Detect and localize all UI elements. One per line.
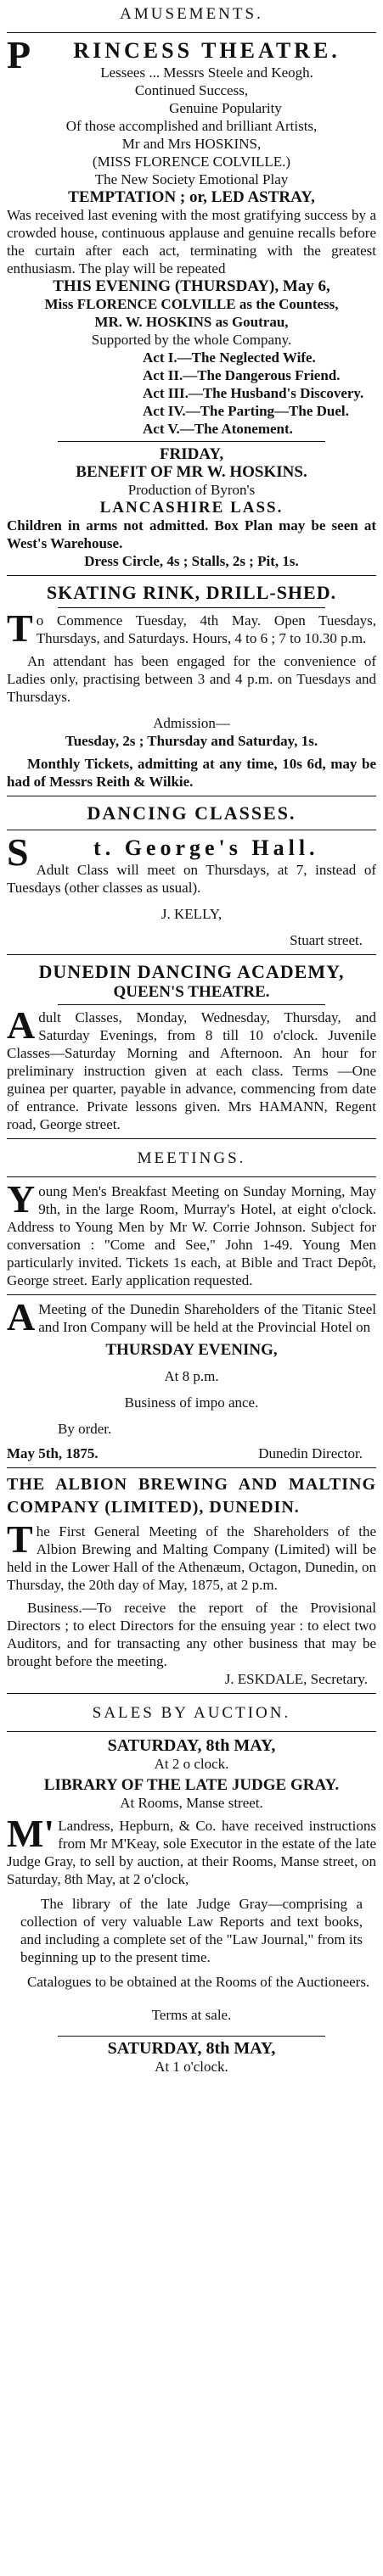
ad-heading: DUNEDIN DANCING ACADEMY,	[38, 961, 345, 982]
divider	[7, 1693, 376, 1694]
text-line: TEMPTATION ; or, LED ASTRAY,	[68, 188, 315, 206]
ad-heading: DANCING CLASSES.	[87, 802, 296, 824]
paragraph: Young Men's Breakfast Meeting on Sunday Morning, May 9th, in the large Room, Murray's Hotel, at eight o'clock. Address to Young Men by Mr W. Corrie Johnson. Subject for conversation : "Come and See," John 1-49. Young Men particularly invited. Tickets 1s each, at Bible and Tract Depôt, George street. Early application requested.	[7, 1177, 376, 1288]
text-line: J. ESKDALE, Secretary.	[224, 1671, 368, 1687]
meeting-date: May 5th, 1875.	[7, 1445, 99, 1461]
text-line: BENEFIT OF MR W. HOSKINS.	[76, 463, 307, 481]
section-header-meetings: MEETINGS.	[137, 1149, 246, 1167]
ad-albion-brewing	[7, 1473, 376, 1688]
text-line: SATURDAY, 8th MAY,	[107, 1736, 276, 1755]
act-item: Act IV.—The Parting—The Duel.	[143, 403, 349, 419]
text-line: SATURDAY, 8th MAY,	[107, 2039, 276, 2058]
section-sales	[7, 1699, 376, 2076]
ad-subheading: QUEEN'S THEATRE.	[113, 983, 270, 1001]
text-line: Tuesday, 2s ; Thursday and Saturday, 1s.	[65, 733, 318, 749]
text-line: Continued Success,	[134, 82, 249, 98]
text-line: Genuine Popularity	[169, 100, 282, 116]
paragraph: Adult Classes, Monday, Wednesday, Thursday, and Saturday Evenings, from 8 till 10 o'clock. Juvenile Classes—Saturday Morning and Afternoon. An hour for preliminary instruction given at each class. Terms —One guinea per quarter, payable in advance, commencing from date of entrance. Private lessons given. Mrs HAMANN, Regent road, George street.	[7, 1003, 376, 1132]
text-line: Terms at sale.	[151, 2007, 232, 2023]
ad-princess-theatre	[7, 33, 376, 570]
text-line: J. KELLY,	[161, 906, 222, 922]
ad-heading: PRINCESS THEATRE.	[7, 33, 341, 76]
text-line: FRIDAY,	[159, 445, 224, 463]
text-line: Dress Circle, 4s ; Stalls, 2s ; Pit, 1s.	[84, 553, 299, 569]
text-line: THIS EVENING (THURSDAY), May 6,	[53, 277, 330, 295]
section-header-amusements: AMUSEMENTS.	[120, 5, 263, 23]
paragraph: The First General Meeting of the Shareholders of the Albion Brewing and Malting Company (Limited) will be held in the Lower Hall of the Athenæum, Octagon, Dunedin, on Thursday, the 20th day of May, 1875, at 2 p.m.	[7, 1517, 376, 1593]
divider	[58, 2036, 325, 2037]
signature-row	[7, 1444, 376, 1462]
paragraph: Business.—To receive the report of the Provisional Directors ; to elect Directors for the ensuing year : to elect two Auditors, and for transacting any other business that may be brought before the meeting.	[7, 1600, 376, 1669]
text-line: At 1 o'clock.	[155, 2059, 228, 2075]
divider	[7, 1138, 376, 1139]
text-line: LANCASHIRE LASS.	[99, 499, 284, 517]
paragraph: Monthly Tickets, admitting at any time, 10s 6d, may be had of Messrs Reith & Wilkie.	[7, 756, 376, 790]
meeting-signature: Dunedin Director.	[258, 1445, 363, 1461]
paragraph: M'Landress, Hepburn, & Co. have received instructions from Mr M'Keay, sole Executor in the estate of the late Judge Gray, to sell by auction, at their Rooms, Manse street, on Saturday, 8th May, at 2 o'clock,	[7, 1812, 376, 1887]
divider	[7, 1467, 376, 1468]
paragraph: Catalogues to be obtained at the Rooms of the Auctioneers.	[27, 1974, 370, 1990]
text-line: Lessees ... Messrs Steele and Keogh.	[100, 64, 313, 81]
text-line: By order.	[58, 1421, 112, 1437]
act-list	[7, 349, 376, 438]
act-item: Act III.—The Husband's Discovery.	[143, 385, 364, 401]
text-line: Production of Byron's	[127, 482, 256, 498]
paragraph: The library of the late Judge Gray—comprising a collection of very valuable Law Reports and text books, and including a complete set of the "Law Journal," from its beginning up to the present time.	[20, 1896, 363, 1965]
divider	[58, 607, 325, 608]
text-line: Admission—	[153, 715, 230, 731]
ad-heading: SKATING RINK, DRILL-SHED.	[46, 582, 337, 603]
act-item: Act V.—The Atonement.	[143, 421, 293, 437]
divider	[7, 575, 376, 576]
section-meetings	[7, 1144, 376, 1462]
text-line: Business of impo ance.	[124, 1394, 259, 1411]
text-line: MR. W. HOSKINS as Goutrau,	[94, 314, 289, 330]
act-item: Act I.—The Neglected Wife.	[143, 349, 316, 366]
text-line: Mr and Mrs HOSKINS,	[121, 136, 262, 152]
divider	[7, 1176, 376, 1177]
text-line: The New Society Emotional Play	[94, 171, 289, 187]
paragraph: An attendant has been engaged for the convenience of Ladies only, practising between 3 and 4 p.m. on Tuesdays and Thursdays.	[7, 653, 376, 705]
divider	[58, 441, 325, 442]
ad-dancing-classes	[7, 802, 376, 949]
text-line: At 2 o clock.	[154, 1756, 229, 1772]
text-line: THURSDAY EVENING,	[105, 1341, 278, 1359]
paragraph: Children in arms not admitted. Box Plan may be seen at West's Warehouse.	[7, 517, 376, 551]
paragraph: AMeeting of the Dunedin Shareholders of the Titanic Steel and Iron Company will be held at the Provincial Hotel on	[7, 1295, 376, 1338]
text-line: LIBRARY OF THE LATE JUDGE GRAY.	[43, 1776, 340, 1794]
text-line: Stuart street.	[290, 932, 363, 948]
text-line: At 8 p.m.	[164, 1368, 219, 1384]
ad-dancing-academy	[7, 960, 376, 1133]
text-line: Of those accomplished and brilliant Artists,	[65, 118, 318, 134]
ad-heading: THE ALBION BREWING AND MALTING COMPANY (LIMITED), DUNEDIN.	[7, 1475, 376, 1517]
divider	[58, 1004, 325, 1005]
text-line: (MISS FLORENCE COLVILLE.)	[92, 154, 291, 170]
ad-skating-rink	[7, 581, 376, 791]
paragraph: Adult Class will meet on Thursdays, at 7, instead of Tuesdays (other classes as usual).	[7, 862, 376, 896]
text-line: Supported by the whole Company.	[91, 332, 292, 348]
divider	[7, 954, 376, 955]
paragraph: Was received last evening with the most gratifying success by a crowded house, continuous applause and genuine recalls before the curtain after each act, terminating with the greatest enthusiasm. The play will be repeated	[7, 207, 376, 277]
text-line: Miss FLORENCE COLVILLE as the Countess,	[44, 296, 339, 312]
act-item: Act II.—The Dangerous Friend.	[143, 367, 341, 383]
divider	[7, 32, 376, 33]
divider	[7, 1731, 376, 1732]
ad-subheading: St. George's Hall.	[7, 830, 319, 874]
text-line: At Rooms, Manse street.	[120, 1795, 263, 1811]
paragraph: To Commence Tuesday, 4th May. Open Tuesdays, Thursdays, and Saturdays. Hours, 4 to 6 ; 7 to 10.30 p.m.	[7, 606, 376, 650]
section-header-sales: SALES BY AUCTION.	[92, 1704, 291, 1722]
divider	[7, 1294, 376, 1295]
